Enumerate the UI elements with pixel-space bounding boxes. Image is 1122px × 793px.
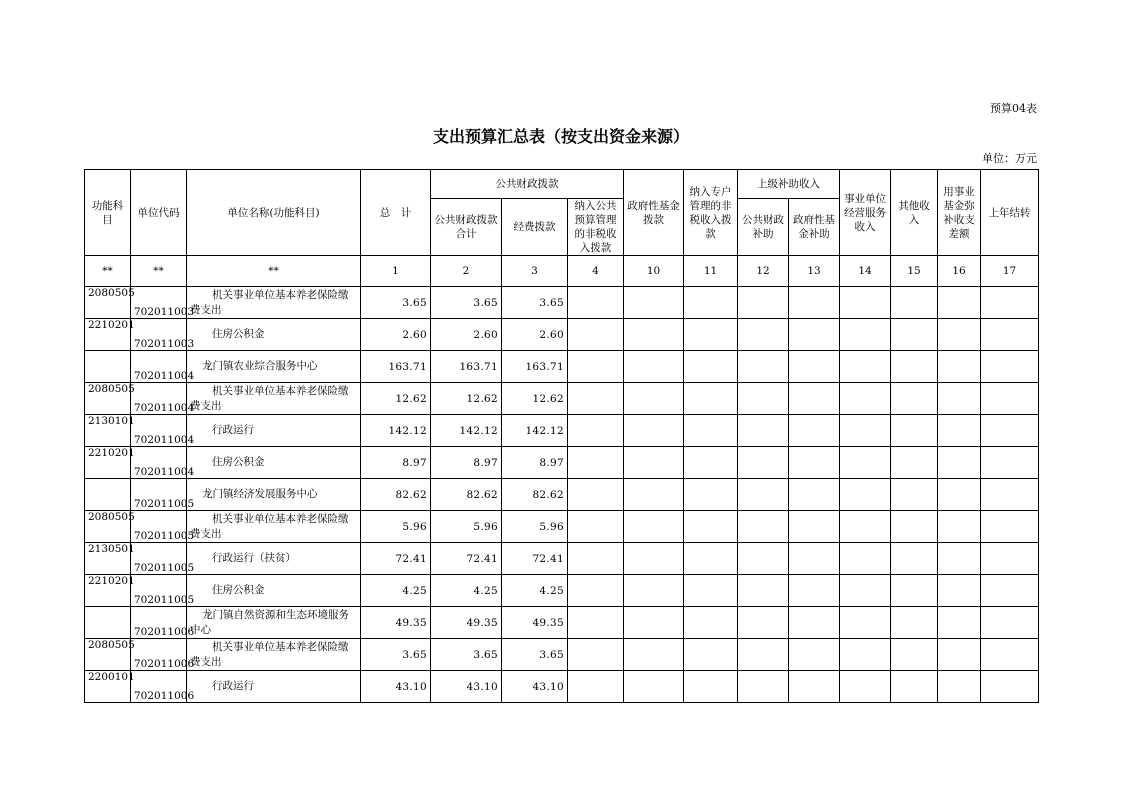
empty-cell xyxy=(891,351,938,383)
unit-name-cell xyxy=(187,639,361,671)
empty-cell xyxy=(938,639,981,671)
empty-cell xyxy=(684,543,738,575)
total-cell: 3.65 xyxy=(361,287,431,319)
unit-name-text: 机关事业单位基本养老保险缴费支出 xyxy=(190,288,349,316)
index-cell: 3 xyxy=(502,256,568,287)
index-cell: ** xyxy=(187,256,361,287)
unit-name-text: 机关事业单位基本养老保险缴费支出 xyxy=(190,384,349,412)
table-body xyxy=(85,256,1039,703)
header-special-nontax: 纳入专户管理的非税收入拨款 xyxy=(684,170,738,256)
unit-name-text: 行政运行 xyxy=(212,424,254,436)
empty-cell xyxy=(981,511,1039,543)
unit-name-text: 行政运行（扶贫） xyxy=(212,552,296,564)
empty-cell xyxy=(938,479,981,511)
unit-code-cell: 702011005 xyxy=(131,511,187,543)
empty-cell xyxy=(624,479,684,511)
total-cell: 142.12 xyxy=(361,415,431,447)
empty-cell xyxy=(684,671,738,703)
unit-code-cell: 702011005 xyxy=(131,543,187,575)
table-row xyxy=(85,383,1039,415)
unit-code-cell: 702011004 xyxy=(131,415,187,447)
unit-name-cell xyxy=(187,351,361,383)
empty-cell xyxy=(981,479,1039,511)
header-func-subject: 功能科目 xyxy=(85,170,131,256)
empty-cell xyxy=(981,447,1039,479)
empty-cell xyxy=(684,319,738,351)
empty-cell xyxy=(738,639,789,671)
header-unit-name: 单位名称(功能科目) xyxy=(187,170,361,256)
empty-cell xyxy=(840,543,891,575)
table-row xyxy=(85,447,1039,479)
empty-cell xyxy=(568,511,624,543)
empty-cell xyxy=(891,575,938,607)
unit-code-cell: 702011006 xyxy=(131,671,187,703)
unit-code-cell: 702011005 xyxy=(131,479,187,511)
total-cell: 5.96 xyxy=(361,511,431,543)
empty-cell xyxy=(938,447,981,479)
index-cell: 15 xyxy=(891,256,938,287)
empty-cell xyxy=(568,447,624,479)
empty-cell xyxy=(684,639,738,671)
unit-code-cell: 702011003 xyxy=(131,287,187,319)
empty-cell xyxy=(624,575,684,607)
empty-cell xyxy=(738,319,789,351)
empty-cell xyxy=(624,543,684,575)
pf-funding-cell: 43.10 xyxy=(502,671,568,703)
table-row xyxy=(85,543,1039,575)
empty-cell xyxy=(981,287,1039,319)
index-cell: 16 xyxy=(938,256,981,287)
unit-name-text: 龙门镇农业综合服务中心 xyxy=(202,360,318,372)
empty-cell xyxy=(789,479,840,511)
total-cell: 12.62 xyxy=(361,383,431,415)
index-cell: 11 xyxy=(684,256,738,287)
empty-cell xyxy=(789,671,840,703)
empty-cell xyxy=(840,351,891,383)
empty-cell xyxy=(568,671,624,703)
total-cell: 8.97 xyxy=(361,447,431,479)
unit-name-text: 住房公积金 xyxy=(212,328,265,340)
empty-cell xyxy=(840,479,891,511)
table-row xyxy=(85,351,1039,383)
unit-name-text: 行政运行 xyxy=(212,680,254,692)
empty-cell xyxy=(840,319,891,351)
header-other-income: 其他收入 xyxy=(891,170,938,256)
unit-name-cell xyxy=(187,607,361,639)
empty-cell xyxy=(840,415,891,447)
index-cell: 2 xyxy=(431,256,502,287)
unit-name-text: 机关事业单位基本养老保险缴费支出 xyxy=(190,640,349,668)
empty-cell xyxy=(738,287,789,319)
empty-cell xyxy=(684,351,738,383)
empty-cell xyxy=(840,671,891,703)
unit-code-cell: 702011004 xyxy=(131,447,187,479)
pf-funding-cell: 8.97 xyxy=(502,447,568,479)
empty-cell xyxy=(568,575,624,607)
pf-funding-cell: 72.41 xyxy=(502,543,568,575)
empty-cell xyxy=(738,543,789,575)
pf-funding-cell: 49.35 xyxy=(502,607,568,639)
empty-cell xyxy=(891,639,938,671)
func-subject-cell: 2080505 xyxy=(85,287,131,319)
empty-cell xyxy=(624,287,684,319)
pf-total-cell: 72.41 xyxy=(431,543,502,575)
empty-cell xyxy=(684,511,738,543)
pf-total-cell: 3.65 xyxy=(431,639,502,671)
table-row xyxy=(85,287,1039,319)
empty-cell xyxy=(738,351,789,383)
total-cell: 2.60 xyxy=(361,319,431,351)
unit-name-cell xyxy=(187,447,361,479)
unit-name-cell xyxy=(187,415,361,447)
empty-cell xyxy=(789,351,840,383)
func-subject-cell: 2200101 xyxy=(85,671,131,703)
empty-cell xyxy=(789,543,840,575)
empty-cell xyxy=(738,383,789,415)
index-cell: 13 xyxy=(789,256,840,287)
unit-name-cell xyxy=(187,511,361,543)
empty-cell xyxy=(891,319,938,351)
empty-cell xyxy=(624,383,684,415)
unit-name-text: 龙门镇自然资源和生态环境服务中心 xyxy=(190,608,349,636)
empty-cell xyxy=(789,511,840,543)
index-cell: ** xyxy=(131,256,187,287)
empty-cell xyxy=(891,447,938,479)
header-fund-balance: 用事业基金弥补收支差额 xyxy=(938,170,981,256)
empty-cell xyxy=(981,383,1039,415)
empty-cell xyxy=(891,607,938,639)
index-cell: 4 xyxy=(568,256,624,287)
table-row xyxy=(85,671,1039,703)
empty-cell xyxy=(624,511,684,543)
index-cell: ** xyxy=(85,256,131,287)
func-subject-cell: 2210201 xyxy=(85,319,131,351)
table-row xyxy=(85,415,1039,447)
empty-cell xyxy=(981,415,1039,447)
empty-cell xyxy=(840,447,891,479)
func-subject-cell: 2080505 xyxy=(85,383,131,415)
index-cell: 10 xyxy=(624,256,684,287)
empty-cell xyxy=(568,287,624,319)
total-cell: 49.35 xyxy=(361,607,431,639)
index-cell: 12 xyxy=(738,256,789,287)
empty-cell xyxy=(840,607,891,639)
empty-cell xyxy=(938,351,981,383)
func-subject-cell: 2130101 xyxy=(85,415,131,447)
header-business-income: 事业单位经营服务收入 xyxy=(840,170,891,256)
unit-name-cell xyxy=(187,671,361,703)
empty-cell xyxy=(684,383,738,415)
unit-name-text: 住房公积金 xyxy=(212,584,265,596)
table-row xyxy=(85,607,1039,639)
empty-cell xyxy=(624,639,684,671)
empty-cell xyxy=(568,639,624,671)
empty-cell xyxy=(568,383,624,415)
empty-cell xyxy=(684,287,738,319)
empty-cell xyxy=(624,607,684,639)
index-cell: 17 xyxy=(981,256,1039,287)
empty-cell xyxy=(789,415,840,447)
empty-cell xyxy=(684,575,738,607)
header-sup-gov-fund: 政府性基金补助 xyxy=(789,199,840,256)
unit-code-cell: 702011006 xyxy=(131,607,187,639)
empty-cell xyxy=(840,639,891,671)
empty-cell xyxy=(738,415,789,447)
pf-funding-cell: 2.60 xyxy=(502,319,568,351)
header-last-year: 上年结转 xyxy=(981,170,1039,256)
empty-cell xyxy=(789,639,840,671)
empty-cell xyxy=(789,607,840,639)
total-cell: 4.25 xyxy=(361,575,431,607)
empty-cell xyxy=(891,543,938,575)
table-row xyxy=(85,511,1039,543)
empty-cell xyxy=(568,351,624,383)
unit-code-cell: 702011004 xyxy=(131,351,187,383)
empty-cell xyxy=(891,287,938,319)
empty-cell xyxy=(891,479,938,511)
func-subject-cell: 2080505 xyxy=(85,639,131,671)
header-pf-total: 公共财政拨款合计 xyxy=(431,199,502,256)
pf-funding-cell: 12.62 xyxy=(502,383,568,415)
empty-cell xyxy=(981,639,1039,671)
empty-cell xyxy=(789,447,840,479)
total-cell: 72.41 xyxy=(361,543,431,575)
index-cell: 14 xyxy=(840,256,891,287)
form-number: 预算04表 xyxy=(990,102,1037,115)
empty-cell xyxy=(684,447,738,479)
unit-name-cell xyxy=(187,383,361,415)
empty-cell xyxy=(684,479,738,511)
empty-cell xyxy=(981,575,1039,607)
pf-funding-cell: 142.12 xyxy=(502,415,568,447)
unit-code-cell: 702011003 xyxy=(131,319,187,351)
empty-cell xyxy=(684,607,738,639)
empty-cell xyxy=(891,415,938,447)
empty-cell xyxy=(891,383,938,415)
header-total: 总 计 xyxy=(361,170,431,256)
empty-cell xyxy=(789,383,840,415)
pf-total-cell: 12.62 xyxy=(431,383,502,415)
empty-cell xyxy=(891,671,938,703)
unit-label: 单位：万元 xyxy=(982,152,1037,165)
empty-cell xyxy=(789,319,840,351)
empty-cell xyxy=(568,415,624,447)
empty-cell xyxy=(938,671,981,703)
pf-total-cell: 82.62 xyxy=(431,479,502,511)
func-subject-cell xyxy=(85,479,131,511)
pf-total-cell: 43.10 xyxy=(431,671,502,703)
index-cell: 1 xyxy=(361,256,431,287)
empty-cell xyxy=(568,479,624,511)
empty-cell xyxy=(938,415,981,447)
empty-cell xyxy=(938,319,981,351)
header-pf-nontax: 纳入公共预算管理的非税收入拨款 xyxy=(568,199,624,256)
empty-cell xyxy=(938,287,981,319)
pf-total-cell: 49.35 xyxy=(431,607,502,639)
pf-total-cell: 4.25 xyxy=(431,575,502,607)
unit-name-text: 机关事业单位基本养老保险缴费支出 xyxy=(190,512,349,540)
pf-total-cell: 8.97 xyxy=(431,447,502,479)
empty-cell xyxy=(568,543,624,575)
total-cell: 3.65 xyxy=(361,639,431,671)
unit-code-cell: 702011006 xyxy=(131,639,187,671)
table-row xyxy=(85,319,1039,351)
pf-funding-cell: 163.71 xyxy=(502,351,568,383)
empty-cell xyxy=(840,511,891,543)
unit-code-cell: 702011004 xyxy=(131,383,187,415)
empty-cell xyxy=(981,351,1039,383)
unit-name-cell xyxy=(187,319,361,351)
table-row xyxy=(85,479,1039,511)
empty-cell xyxy=(981,319,1039,351)
header-sup-public: 公共财政补助 xyxy=(738,199,789,256)
table-row xyxy=(85,639,1039,671)
empty-cell xyxy=(624,351,684,383)
empty-cell xyxy=(840,383,891,415)
empty-cell xyxy=(840,287,891,319)
unit-name-cell xyxy=(187,543,361,575)
total-cell: 163.71 xyxy=(361,351,431,383)
header-superior-subsidy: 上级补助收入 xyxy=(738,170,840,199)
func-subject-cell: 2130501 xyxy=(85,543,131,575)
pf-funding-cell: 3.65 xyxy=(502,639,568,671)
pf-total-cell: 3.65 xyxy=(431,287,502,319)
unit-name-cell xyxy=(187,479,361,511)
empty-cell xyxy=(938,383,981,415)
empty-cell xyxy=(624,447,684,479)
empty-cell xyxy=(624,319,684,351)
empty-cell xyxy=(938,543,981,575)
pf-funding-cell: 3.65 xyxy=(502,287,568,319)
pf-total-cell: 142.12 xyxy=(431,415,502,447)
pf-funding-cell: 5.96 xyxy=(502,511,568,543)
func-subject-cell: 2080505 xyxy=(85,511,131,543)
header-gov-fund: 政府性基金拨款 xyxy=(624,170,684,256)
empty-cell xyxy=(938,607,981,639)
empty-cell xyxy=(789,575,840,607)
unit-name-text: 龙门镇经济发展服务中心 xyxy=(202,488,318,500)
func-subject-cell: 2210201 xyxy=(85,575,131,607)
empty-cell xyxy=(624,671,684,703)
empty-cell xyxy=(738,671,789,703)
empty-cell xyxy=(738,511,789,543)
empty-cell xyxy=(938,575,981,607)
empty-cell xyxy=(624,415,684,447)
empty-cell xyxy=(891,511,938,543)
empty-cell xyxy=(568,607,624,639)
index-row xyxy=(85,256,1039,287)
empty-cell xyxy=(981,607,1039,639)
unit-name-cell xyxy=(187,287,361,319)
empty-cell xyxy=(684,415,738,447)
pf-funding-cell: 82.62 xyxy=(502,479,568,511)
empty-cell xyxy=(568,319,624,351)
header-unit-code: 单位代码 xyxy=(131,170,187,256)
func-subject-cell xyxy=(85,351,131,383)
pf-funding-cell: 4.25 xyxy=(502,575,568,607)
empty-cell xyxy=(789,287,840,319)
pf-total-cell: 2.60 xyxy=(431,319,502,351)
pf-total-cell: 163.71 xyxy=(431,351,502,383)
empty-cell xyxy=(981,543,1039,575)
func-subject-cell: 2210201 xyxy=(85,447,131,479)
unit-name-cell xyxy=(187,575,361,607)
empty-cell xyxy=(738,447,789,479)
header-public-finance: 公共财政拨款 xyxy=(431,170,624,199)
unit-name-text: 住房公积金 xyxy=(212,456,265,468)
budget-table xyxy=(84,169,1039,703)
unit-code-cell: 702011005 xyxy=(131,575,187,607)
table-row xyxy=(85,575,1039,607)
empty-cell xyxy=(738,575,789,607)
empty-cell xyxy=(938,511,981,543)
total-cell: 82.62 xyxy=(361,479,431,511)
empty-cell xyxy=(840,575,891,607)
pf-total-cell: 5.96 xyxy=(431,511,502,543)
empty-cell xyxy=(738,607,789,639)
page-title: 支出预算汇总表（按支出资金来源） xyxy=(432,127,689,146)
empty-cell xyxy=(981,671,1039,703)
func-subject-cell xyxy=(85,607,131,639)
empty-cell xyxy=(738,479,789,511)
header-pf-funding: 经费拨款 xyxy=(502,199,568,256)
total-cell: 43.10 xyxy=(361,671,431,703)
